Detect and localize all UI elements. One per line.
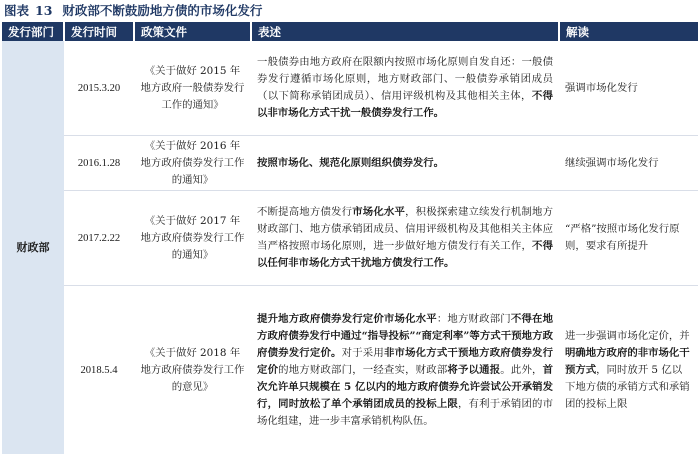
note-text: ，同时放开 5 亿以下地方债的承销方式和承销团的投标上限 [565,364,690,410]
department-cell: 财政部 [2,41,64,454]
table-row [2,286,698,454]
table-row [2,41,698,136]
header-policy-doc: 政策文件 [134,22,251,41]
doc-cell: 《关于做好 2015 年地方政府一般债券发行工作的通知》 [134,41,251,136]
doc-cell: 《关于做好 2016 年地方政府债券发行工作的通知》 [134,136,251,191]
desc-bold: 提升地方政府债券发行定价市场化水平 [257,313,437,325]
interpretation-cell: “严格”按照市场化发行原则，要求有所提升 [559,191,698,286]
description-cell [251,41,559,136]
table-row [2,136,698,191]
desc-text: ，积极探索建立续发行机制地方财政部门、地方债承销团成员、信用评级机构及其他相关主体应当严格按照市场化原则，进一步做好地方债发行有关工作， [257,206,553,252]
desc-bold: 不得在地方政府债券发行中通过“指导投标”“商定利率”等方式干预地方政府债券发行定价。 [257,313,553,359]
desc-text: ：地方财政部门 [437,313,511,325]
desc-text: ，有利于承销团的市场化组建，进一步丰富承销机构队伍。 [257,398,553,427]
caption-number: 13 [35,3,52,18]
date-cell: 2016.1.28 [64,136,134,191]
doc-cell: 《关于做好 2017 年地方政府债券发行工作的通知》 [134,191,251,286]
interpretation-cell: 强调市场化发行 [559,41,698,136]
date-cell: 2018.5.4 [64,286,134,454]
caption-label: 图表 [4,3,29,18]
note-text: 进一步强调市场化定价，并 [565,330,690,342]
header-date: 发行时间 [64,22,134,41]
desc-bold: 市场化水平 [352,206,405,218]
desc-bold: 不得以非市场化方式干扰一般债券发行工作。 [257,90,553,119]
desc-bold: 首次允许单只规模在 5 亿以内的地方政府债券允许尝试公开承销发行，同时放松了单个承销团成员的投标上限 [257,364,553,410]
interpretation-cell: 继续强调市场化发行 [559,136,698,191]
date-cell: 2015.3.20 [64,41,134,136]
figure-caption [0,0,700,22]
caption-title: 财政部不断鼓励地方债的市场化发行 [62,3,262,18]
desc-text: 不断提高地方债发行 [257,206,352,218]
interpretation-cell [559,286,698,454]
table-header-row [2,22,698,41]
desc-bold: 按照市场化、规范化原则组织债券发行。 [257,157,444,169]
desc-bold: 不得以任何非市场化方式干扰地方债发行工作。 [257,240,553,269]
policy-table [2,22,698,454]
header-department: 发行部门 [2,22,64,41]
desc-text: 。此外， [500,364,542,376]
header-description: 表述 [251,22,559,41]
description-cell [251,136,559,191]
table-row [2,191,698,286]
desc-text: 的地方财政部门，一经查实，财政部 [278,364,447,376]
desc-text: 对于采用 [342,347,384,359]
desc-bold: 非市场化方式干预地方政府债券发行定价 [257,347,553,376]
description-cell [251,286,559,454]
desc-bold: 将予以通报 [447,364,500,376]
header-interpretation: 解读 [559,22,698,41]
date-cell: 2017.2.22 [64,191,134,286]
note-bold: 明确地方政府的非市场化干预方式 [565,347,690,376]
doc-cell: 《关于做好 2018 年地方政府债券发行工作的意见》 [134,286,251,454]
desc-text: 一般债券由地方政府在限额内按照市场化原则自发自还：一般债券发行遵循市场化原则，地方财政部门、一般债券承销团成员（以下简称承销团成员）、信用评级机构及其他相关主体， [257,56,553,102]
description-cell [251,191,559,286]
